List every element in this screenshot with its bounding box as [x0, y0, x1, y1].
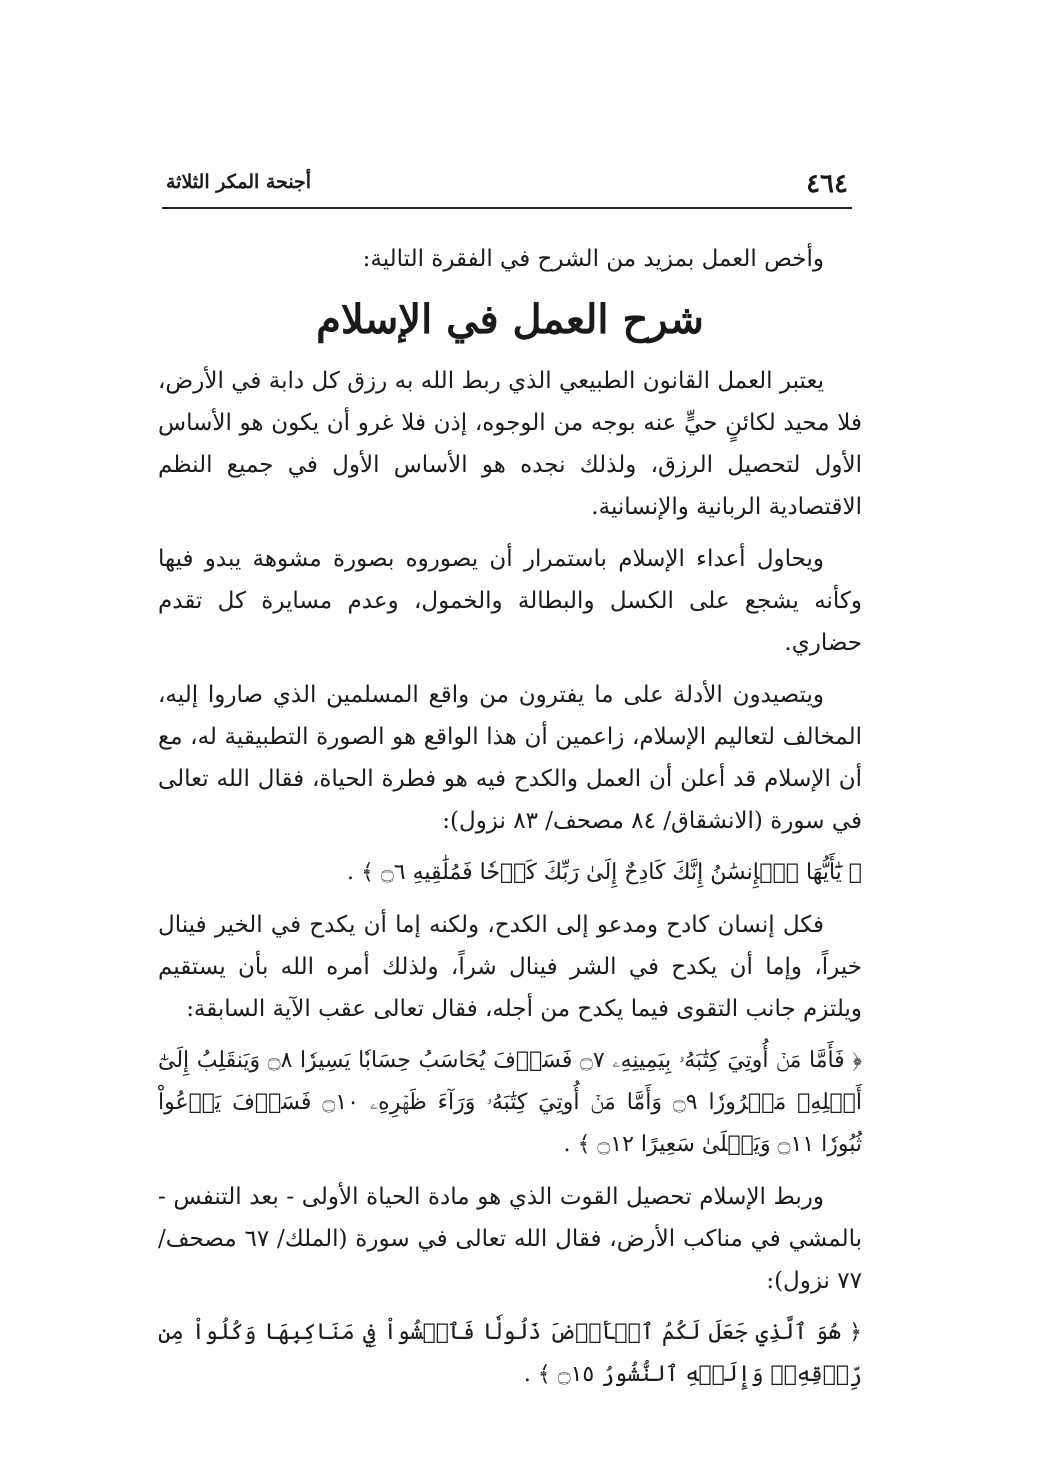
page-body	[158, 238, 862, 1406]
section-title: شرح العمل في الإسلام	[316, 296, 704, 343]
paragraph-every-human-toils: فكل إنسان كادح ومدعو إلى الكدح، ولكنه إما أن يكدح في الخير فينال خيراً، وإما أن يكدح في الشر فينال شراً، ولذلك أمره الله بأن يستقيم ويلتزم جانب التقوى فيما يكدح من أجله، فقال تعالى عقب الآية السابقة:	[158, 912, 862, 1022]
paragraph-work-natural-law: يعتبر العمل القانون الطبيعي الذي ربط الله به رزق كل دابة في الأرض، فلا محيد لكائنٍ حيٍّ عنه بوجه من الوجوه، إذن فلا غرو أن يكون هو الأساس الأول لتحصيل الرزق، ولذلك نجده هو الأساس الأول في جميع النظم الاقتصادية الربانية والإنسانية.	[158, 368, 862, 520]
paragraph-enemies-distortion: ويحاول أعداء الإسلام باستمرار أن يصوروه بصورة مشوهة يبدو فيها وكأنه يشجع على الكسل والبطالة والخمول، وعدم مسايرة كل تقدم حضاري.	[158, 546, 862, 656]
page-number: ٤٦٤	[806, 169, 848, 199]
page-header	[162, 163, 852, 209]
paragraph-evidence-claims: ويتصيدون الأدلة على ما يفترون من واقع المسلمين الذي صاروا إليه، المخالف لتعاليم الإسلام، زاعمين أن هذا الواقع هو الصورة التطبيقية له، مع أن الإسلام قد أعلن أن العمل والكدح فيه هو فطرة الحياة، فقال الله تعالى في سورة (الانشقاق/ ٨٤ مصحف/ ٨٣ نزول):	[158, 682, 862, 834]
intro-paragraph: وأخص العمل بمزيد من الشرح في الفقرة التالية:	[362, 246, 824, 272]
paragraph-sustenance-walking: وربط الإسلام تحصيل القوت الذي هو مادة الحياة الأولى - بعد التنفس - بالمشي في مناكب الأرض، فقال الله تعالى في سورة (الملك/ ٦٧ مصحف/ ٧٧ نزول):	[158, 1184, 862, 1294]
quran-verse-inshiqaq-7-12: ﴿ فَأَمَّا مَنۡ أُوتِيَ كِتَٰبَهُۥ بِيَمِينِهِۦ ۝٧ فَسَوۡفَ يُحَاسَبُ حِسَابٗا يَسِيرٗا ۝٨ وَيَنقَلِبُ إِلَىٰٓ أَهۡلِهِۦ مَسۡرُورٗا ۝٩ وَأَمَّا مَنۡ أُوتِيَ كِتَٰبَهُۥ وَرَآءَ ظَهۡرِهِۦ ۝١٠ فَسَوۡفَ يَدۡعُواْ ثُبُورٗا ۝١١ وَيَصۡلَىٰ سَعِيرًا ۝١٢ ﴾ .	[158, 1048, 862, 1157]
quran-verse-mulk-15: ﴿ هُوَ ٱلَّذِي جَعَلَ لَكُمُ ٱلۡأَرۡضَ ذَلُولٗا فَٱمۡشُواْ فِي مَنَاكِبِهَا وَكُلُواْ مِن رِّزۡقِهِۦۖ وَإِلَيۡهِ ٱلنُّشُورُ ۝١٥ ﴾ .	[158, 1320, 862, 1387]
running-title: أجنحة المكر الثلاثة	[166, 171, 312, 193]
quran-verse-inshiqaq-6: ﴿ يَٰٓأَيُّهَا ٱلۡإِنسَٰنُ إِنَّكَ كَادِحٌ إِلَىٰ رَبِّكَ كَدۡحٗا فَمُلَٰقِيهِ ۝٦ ﴾ .	[347, 860, 862, 885]
